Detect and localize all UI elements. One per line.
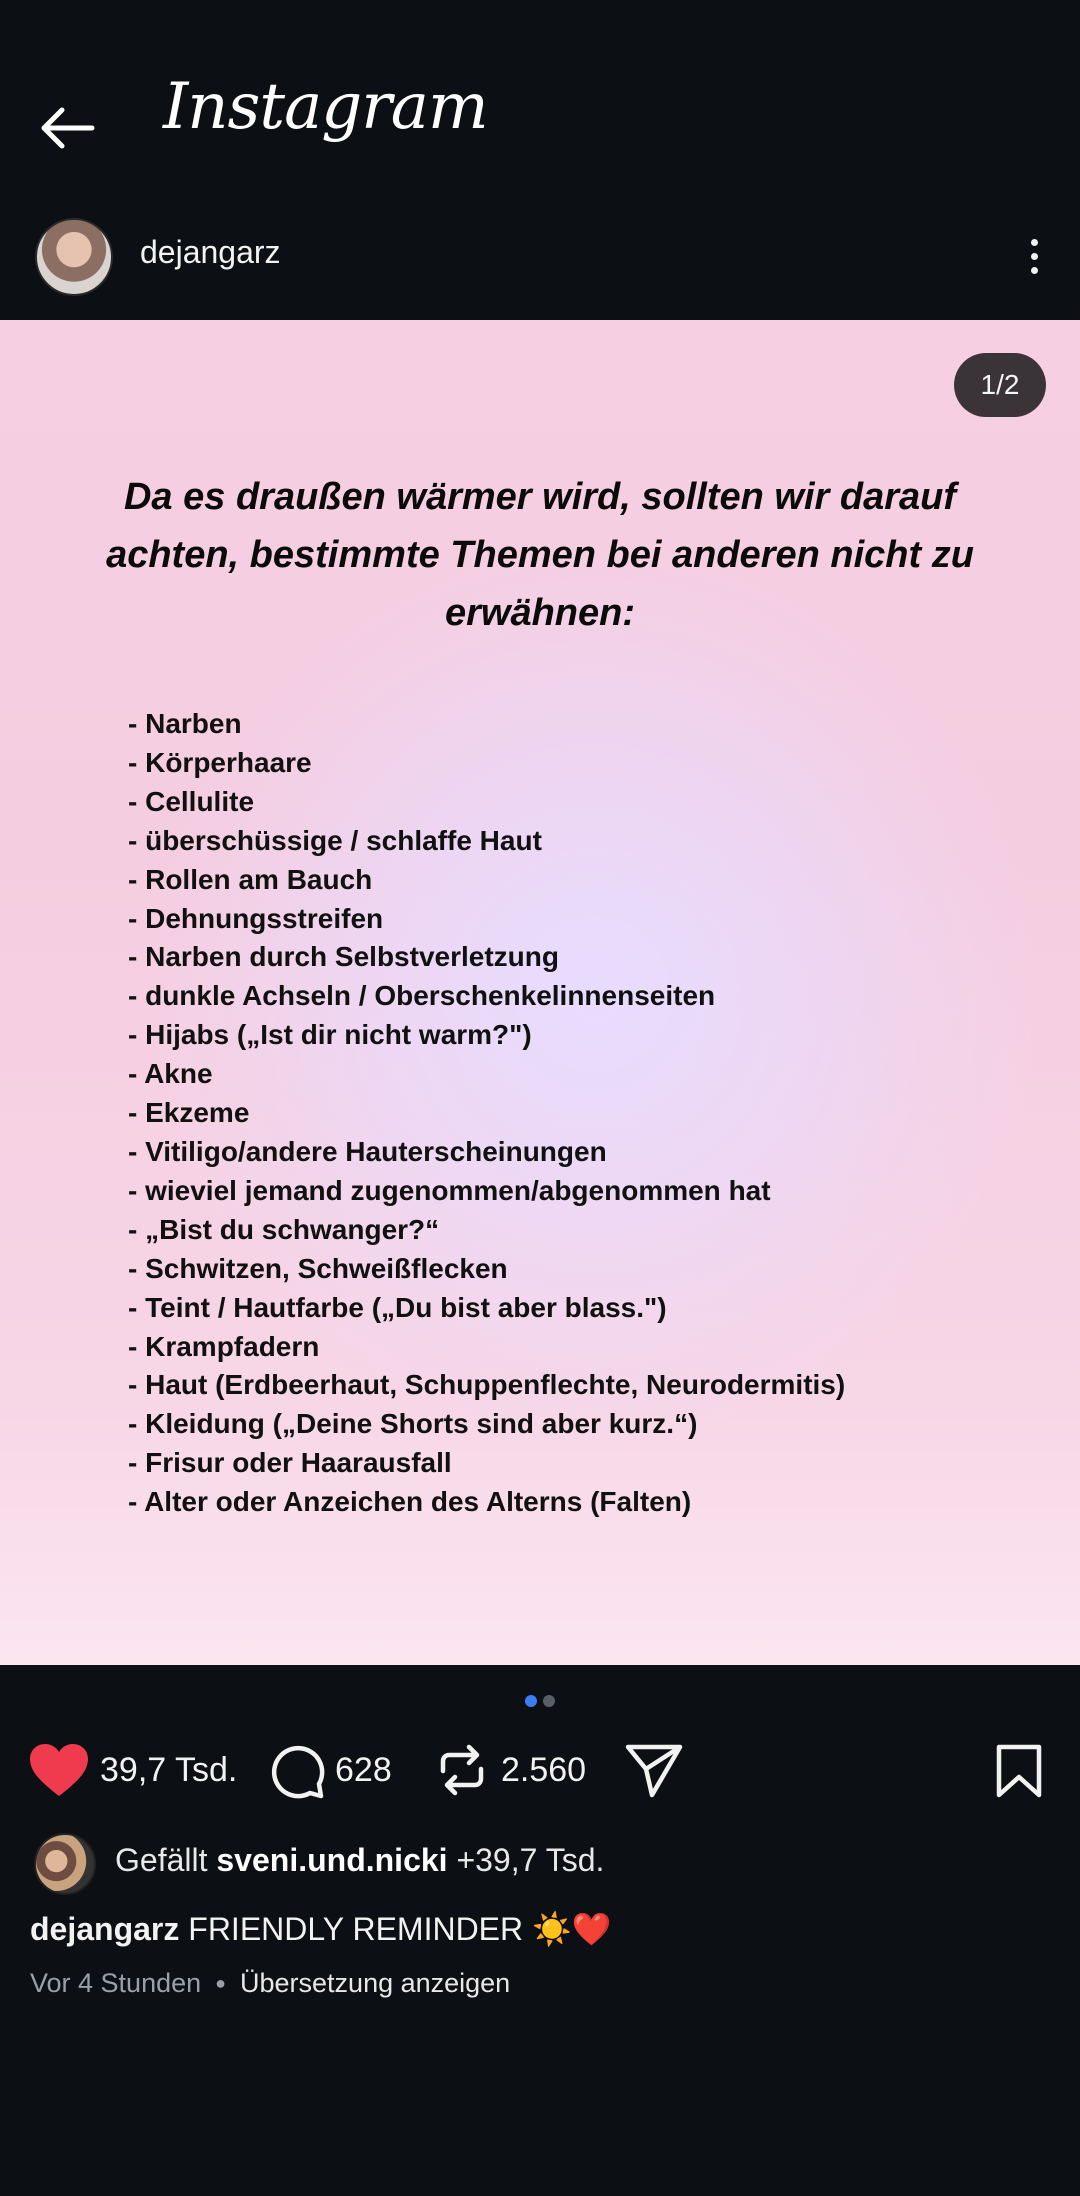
share-button[interactable] xyxy=(624,1735,684,1805)
list-item: - Ekzeme xyxy=(128,1097,250,1129)
post-meta xyxy=(30,1968,510,1999)
comment-button[interactable] xyxy=(267,1735,392,1805)
action-bar xyxy=(0,1735,1080,1805)
separator-dot: ● xyxy=(215,1973,227,1993)
top-bar xyxy=(0,0,1080,210)
list-item: - Körperhaare xyxy=(128,746,312,778)
list-item: - überschüssige / schlaffe Haut xyxy=(128,824,542,856)
list-item: - Frisur oder Haarausfall xyxy=(128,1447,452,1479)
caption-text: FRIENDLY REMINDER ☀️❤️ xyxy=(188,1911,612,1947)
post-time: Vor 4 Stunden xyxy=(30,1968,202,1998)
list-item: - wieviel jemand zugenommen/abgenommen hat xyxy=(128,1174,771,1206)
post-image[interactable] xyxy=(0,320,1080,1665)
list-item: - Akne xyxy=(128,1058,213,1090)
carousel-dot-1[interactable] xyxy=(525,1695,537,1707)
like-button[interactable] xyxy=(28,1735,237,1805)
back-arrow-icon xyxy=(40,106,96,150)
page-indicator-badge: 1/2 xyxy=(954,353,1046,417)
carousel-dot-2[interactable] xyxy=(543,1695,555,1707)
heart-icon xyxy=(28,1742,90,1798)
list-item: - Vitiligo/andere Hauterscheinungen xyxy=(128,1135,607,1167)
repost-count: 2.560 xyxy=(501,1750,587,1789)
list-item: - Rollen am Bauch xyxy=(128,863,373,895)
app-logo: Instagram xyxy=(163,70,488,144)
list-item: - dunkle Achseln / Oberschenkelinnenseiten xyxy=(128,980,716,1012)
carousel-dots xyxy=(0,1695,1080,1709)
back-button[interactable] xyxy=(36,96,100,160)
liker-avatar xyxy=(34,1833,96,1895)
list-item: - Alter oder Anzeichen des Alterns (Falten) xyxy=(128,1486,692,1518)
list-item: - Dehnungsstreifen xyxy=(128,902,384,934)
comment-icon xyxy=(267,1741,325,1799)
caption-username[interactable]: dejangarz xyxy=(30,1911,180,1947)
liker-username[interactable]: sveni.und.nicki xyxy=(216,1842,448,1878)
repost-button[interactable] xyxy=(433,1735,586,1805)
author-avatar[interactable] xyxy=(35,218,113,296)
liked-by-text: Gefällt sveni.und.nicki +39,7 Tsd. xyxy=(115,1842,605,1878)
author-username[interactable]: dejangarz xyxy=(140,234,281,270)
list-item: - Teint / Hautfarbe („Du bist aber blass.") xyxy=(128,1291,667,1323)
more-vertical-icon xyxy=(1031,239,1038,246)
translate-link[interactable]: Übersetzung anzeigen xyxy=(240,1968,511,1998)
list-item: - Kleidung („Deine Shorts sind aber kurz.“) xyxy=(128,1408,698,1440)
more-options-button[interactable] xyxy=(1014,228,1054,284)
post-caption xyxy=(30,1910,612,1948)
list-item: - Krampfadern xyxy=(128,1330,320,1362)
liked-by-row[interactable] xyxy=(0,1830,1080,1896)
list-item: - Schwitzen, Schweißflecken xyxy=(128,1252,508,1284)
list-item: - Hijabs („Ist dir nicht warm?") xyxy=(128,1019,532,1051)
topic-list xyxy=(128,705,845,1522)
bookmark-button[interactable] xyxy=(994,1743,1046,1799)
list-item: - „Bist du schwanger?“ xyxy=(128,1213,440,1245)
list-item: - Narben xyxy=(128,708,242,739)
like-count: 39,7 Tsd. xyxy=(100,1750,238,1789)
bookmark-icon xyxy=(994,1743,1044,1799)
share-icon xyxy=(624,1741,684,1799)
comment-count: 628 xyxy=(335,1750,392,1789)
list-item: - Narben durch Selbstverletzung xyxy=(128,941,559,973)
post-header xyxy=(0,210,1080,320)
repost-icon xyxy=(433,1741,491,1799)
post-headline: Da es draußen wärmer wird, sollten wir darauf achten, bestimmte Themen bei anderen nicht zu erwähnen: xyxy=(106,476,974,634)
list-item: - Haut (Erdbeerhaut, Schuppenflechte, Neurodermitis) xyxy=(128,1369,846,1401)
list-item: - Cellulite xyxy=(128,785,255,817)
